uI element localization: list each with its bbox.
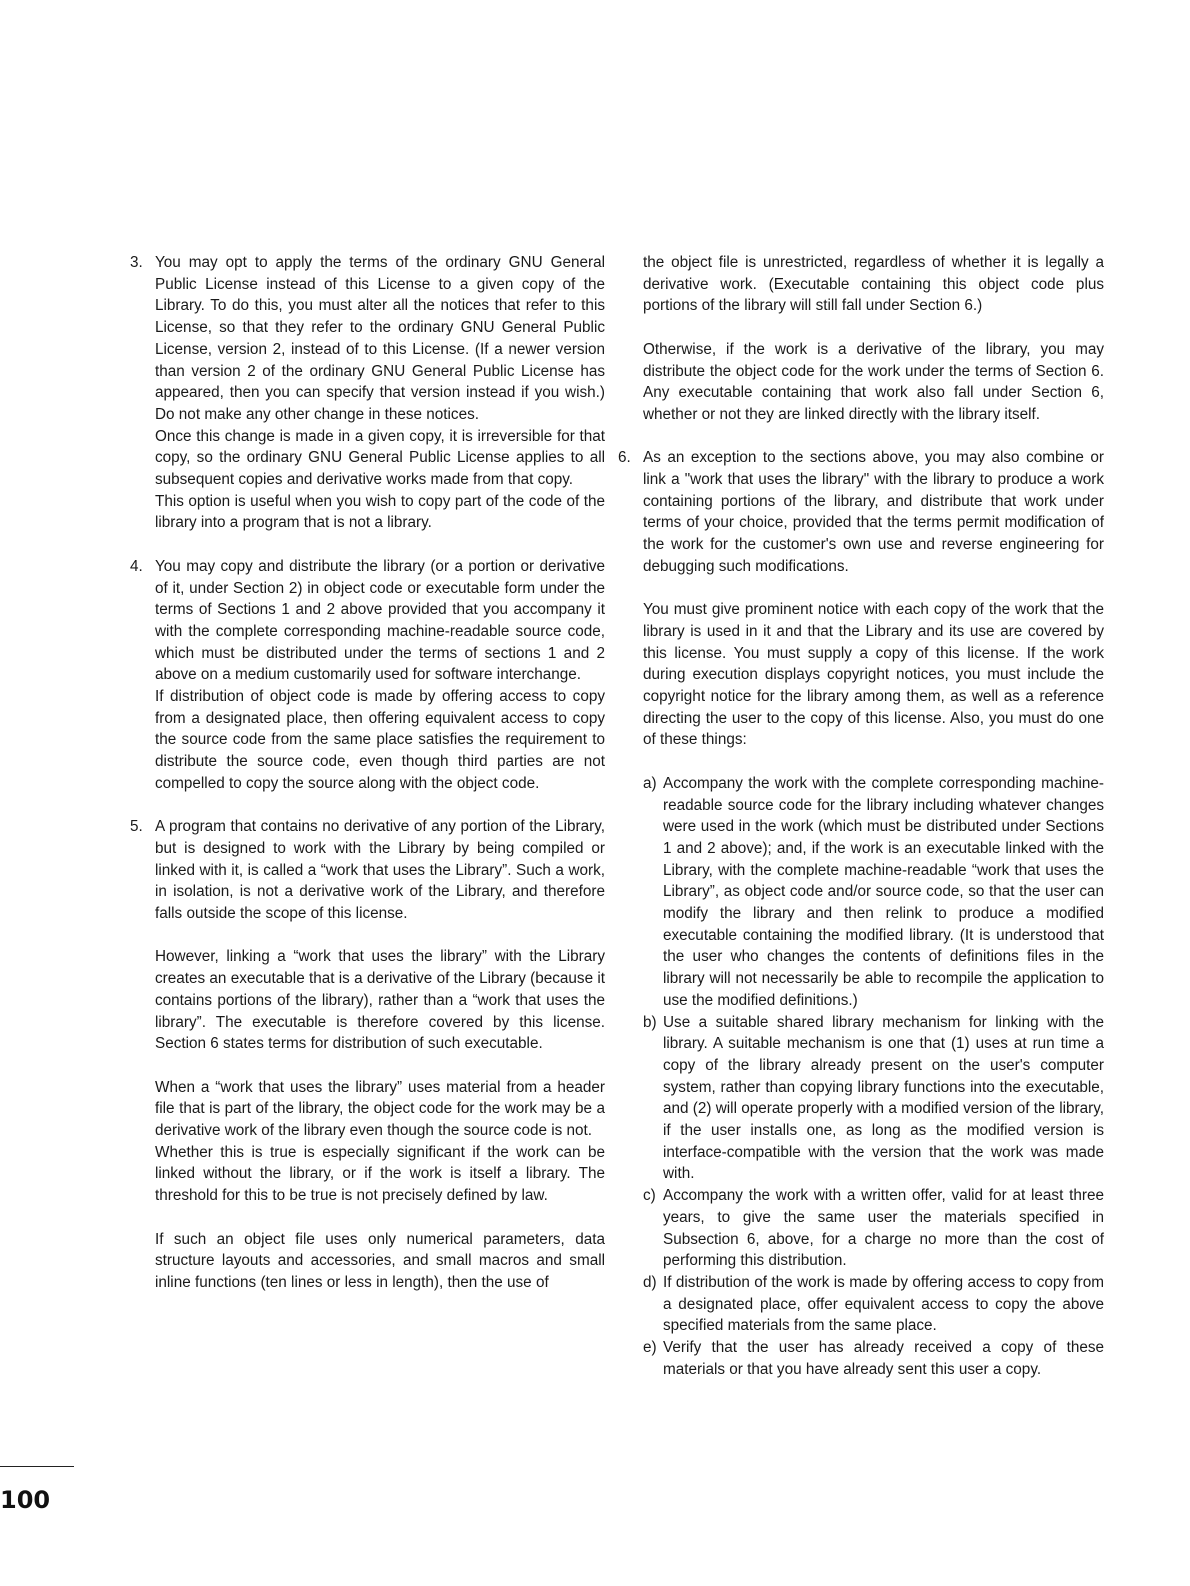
- section-5: [130, 816, 605, 1293]
- page-number-rule: [0, 1466, 74, 1467]
- section-body: [155, 252, 605, 534]
- list-item-label: b): [643, 1013, 657, 1031]
- list-item: [643, 1185, 1104, 1272]
- list-item-text: If distribution of the work is made by offering access to copy from a designated place, offer equivalent access to copy the above specified materials from the same place.: [663, 1273, 1104, 1335]
- section-5-continued: [618, 252, 1104, 426]
- section-number: 6.: [618, 449, 631, 467]
- list-item-label: e): [643, 1339, 657, 1357]
- paragraph: You may copy and distribute the library (or a portion or derivative of it, under Section 2) in object code or executable form under the terms of Sections 1 and 2 above provided that you accompany it with the complete corresponding machine-readable source code, which must be distributed under the terms of sections 1 and 2 above on a medium customarily used for software interchange.: [155, 557, 605, 684]
- list-item: [643, 1272, 1104, 1337]
- section-number: 3.: [130, 254, 143, 271]
- paragraph: If distribution of object code is made by offering access to copy from a designated place, then offering equivalent access to copy the source code from the same place satisfies the requirement to distribute the source code, even though third parties are not compelled to copy the source along with the object code.: [155, 688, 605, 792]
- list-item-label: a): [643, 774, 657, 792]
- paragraph: A program that contains no derivative of any portion of the Library, but is designed to work with the Library by being compiled or linked with it, is called a “work that uses the Library”. Such a work, in isolation, is not a derivative work of the Library, and therefore falls outside the scope of this license.: [155, 818, 605, 923]
- paragraph: You must give prominent notice with each copy of the work that the library is used in it and that the Library and its use are covered by this license. You must supply a copy of this license. If the work during execution displays copyright notices, you must include the copyright notice for the library among them, as well as a reference directing the user to the copy of this license. Also, you must do one of these things:: [643, 601, 1104, 749]
- list-item-label: c): [643, 1187, 656, 1205]
- section-3: [130, 252, 605, 534]
- section-body: [643, 447, 1104, 1380]
- list-item-label: d): [643, 1273, 657, 1291]
- section-number: 4.: [130, 557, 143, 575]
- list-item-text: Accompany the work with a written offer, valid for at least three years, to give the same user the materials specified in Subsection 6, above, for a charge no more than the cost of performing this distribution.: [663, 1187, 1104, 1270]
- section-number: 5.: [130, 818, 143, 836]
- paragraph: This option is useful when you wish to copy part of the code of the library into a program that is not a library.: [155, 492, 605, 532]
- paragraph: Otherwise, if the work is a derivative of the library, you may distribute the object code for the work under the terms of Section 6. Any executable containing that work also fall under Section 6, whether or not they are linked directly with the library itself.: [643, 340, 1104, 423]
- paragraph: If such an object file uses only numerical parameters, data structure layouts and accessories, and small macros and small inline functions (ten lines or less in length), then the use of: [155, 1230, 605, 1291]
- list-item-text: Use a suitable shared library mechanism for linking with the library. A suitable mechanism is one that (1) uses at run time a copy of the library already present on the user's computer system, rather than copying library functions into the executable, and (2) will operate properly with a modified version of the library, if the user installs one, as long as the modified version is interface-compatible with the version that the work was made with.: [663, 1013, 1104, 1183]
- list-item-text: Accompany the work with the complete corresponding machine-readable source code for the library including whatever changes were used in the work (which must be distributed under Sections 1 and 2 above); and, if the work is an executable linked with the Library, with the complete machine-readable “work that uses the Library”, as object code and/or source code, so that the user can modify the library and then relink to produce a modified executable containing the modified library. (It is understood that the user who changes the contents of definitions files in the library will not necessarily be able to recompile the application to use the modified definitions.): [663, 774, 1104, 1009]
- section-body: [155, 556, 605, 795]
- page-number: 100: [0, 1486, 51, 1514]
- list-item: [643, 773, 1104, 1012]
- right-column: [618, 252, 1104, 1381]
- section-6: [618, 447, 1104, 1380]
- paragraph: When a “work that uses the library” uses material from a header file that is part of the library, the object code for the work may be a derivative work of the library even though the source code is not.: [155, 1078, 605, 1140]
- paragraph: the object file is unrestricted, regardless of whether it is legally a derivative work. (Executable containing this object code plus portions of the library will still fall under Section 6.): [643, 254, 1104, 315]
- left-column: [130, 252, 605, 1294]
- paragraph: However, linking a “work that uses the library” with the Library creates an executable that is a derivative of the Library (because it contains portions of the library), rather than a “work that uses the library”. The executable is therefore covered by this license. Section 6 states terms for distribution of such executable.: [155, 948, 605, 1053]
- list-item: [643, 1012, 1104, 1186]
- paragraph: Once this change is made in a given copy, it is irreversible for that copy, so the ordinary GNU General Public License applies to all subsequent copies and derivative works made from that copy.: [155, 427, 605, 489]
- section-body: [155, 816, 605, 1293]
- paragraph: As an exception to the sections above, you may also combine or link a "work that uses the library" with the library to produce a work containing portions of the library, and distribute that work under terms of your choice, provided that the terms permit modification of the work for the customer's own use and reverse engineering for debugging such modifications.: [643, 449, 1104, 575]
- paragraph: Whether this is true is especially significant if the work can be linked without the library, or if the work is itself a library. The threshold for this to be true is not precisely defined by law.: [155, 1143, 605, 1205]
- paragraph: You may opt to apply the terms of the ordinary GNU General Public License instead of this License to a given copy of the Library. To do this, you must alter all the notices that refer to this License, so that they refer to the ordinary GNU General Public License, version 2, instead of to this License. (If a newer version than version 2 of the ordinary GNU General Public License has appeared, then you can specify that version instead if you wish.) Do not make any other change in these notices.: [155, 254, 605, 423]
- section-4: [130, 556, 605, 795]
- list-item: [643, 1337, 1104, 1380]
- list-item-text: Verify that the user has already received a copy of these materials or that you have already sent this user a copy.: [663, 1339, 1104, 1378]
